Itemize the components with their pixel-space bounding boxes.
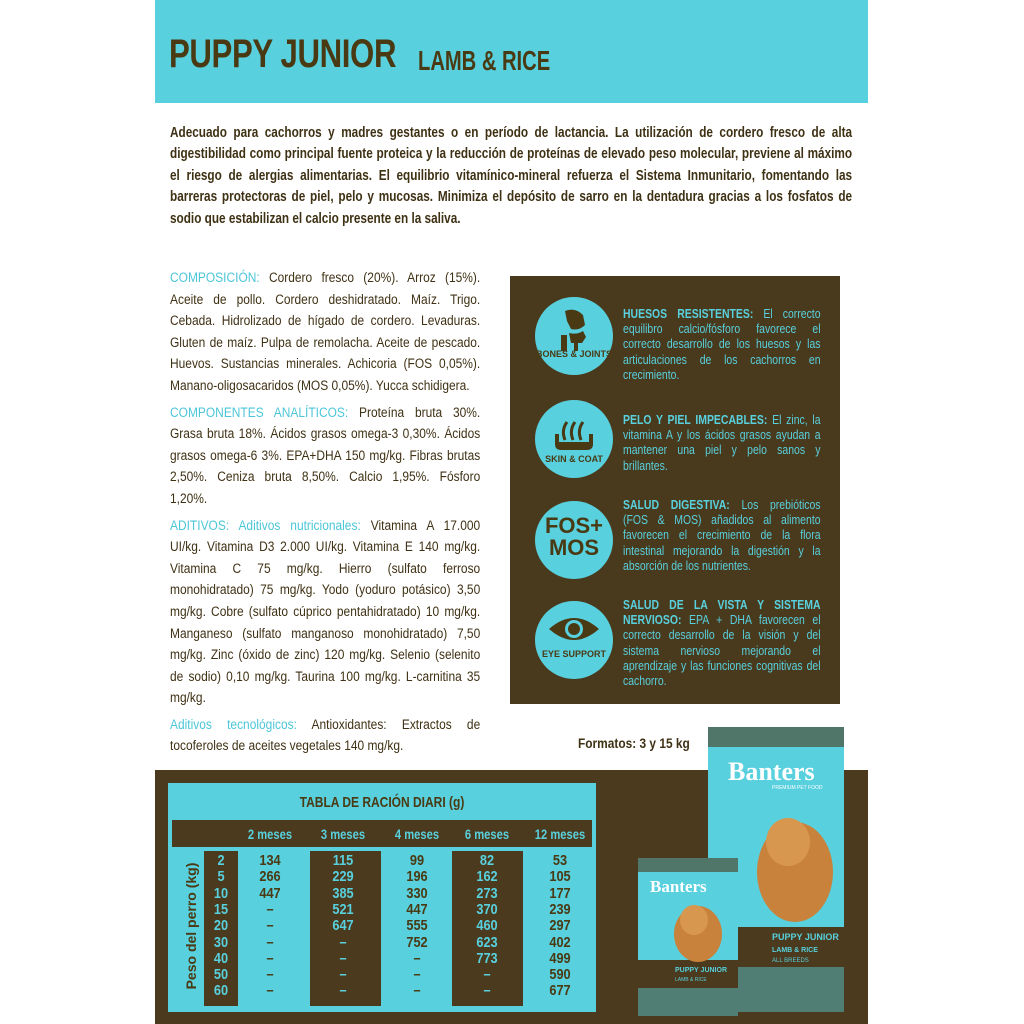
- ration-cell: 499: [549, 949, 571, 967]
- ration-cell: 460: [476, 917, 498, 935]
- ration-cell: 53: [552, 852, 568, 869]
- weight-cell: 40: [213, 949, 229, 967]
- row-axis-label: Peso del perro (kg): [183, 862, 199, 990]
- svg-text:LAMB & RICE: LAMB & RICE: [675, 977, 707, 983]
- feature-text: PELO Y PIEL IMPECABLES: El zinc, la vitamina A y los ácidos grasos ayudan a mantener una piel y pelo sanos y brillantes.: [623, 413, 821, 473]
- ration-cell: –: [266, 900, 274, 918]
- ration-cell: –: [413, 966, 421, 984]
- formats-label: Formatos: 3 y 15 kg: [578, 735, 690, 751]
- ration-cell: –: [266, 933, 274, 951]
- ration-cell: 677: [549, 982, 571, 1000]
- weight-cell: 30: [213, 933, 229, 951]
- ration-cell: 752: [406, 933, 428, 951]
- ration-cell: –: [266, 966, 274, 984]
- ration-cell: –: [483, 982, 491, 1000]
- column-header: 12 meses: [534, 826, 586, 842]
- ration-cell: 229: [332, 868, 354, 886]
- hair-follicle-icon: SKIN & COAT: [535, 400, 613, 478]
- additives-label: ADITIVOS: Aditivos nutricionales:: [170, 517, 361, 534]
- ration-cell: 402: [549, 933, 571, 951]
- svg-text:LAMB & RICE: LAMB & RICE: [772, 947, 818, 954]
- ration-cell: 177: [549, 884, 571, 902]
- tech-additives-text: Antioxidantes: Extractos de tocoferoles de aceites vegetales 140 mg/kg.: [170, 716, 481, 755]
- additives-paragraph: [170, 516, 480, 710]
- weight-cell: 10: [213, 884, 229, 902]
- features-box: [510, 276, 840, 704]
- additives-text: Vitamina A 17.000 UI/kg. Vitamina D3 2.000 UI/kg. Vitamina E 140 mg/kg. Vitamina C 75 mg/kg. Hierro (sulfato ferroso monohidratado) 75 mg/kg. Yodo (yoduro potásico) 3,50 mg/kg. Cobre (sulfato cúprico pentahidratado) 10 mg/kg. Manganeso (sulfato manganoso monohidratado) 7,50 mg/kg. Zinc (óxido de zinc) 120 mg/kg. Selenio (selenito de sodio) 0,10 mg/kg. Taurina 100 mg/kg. L-carnitina 35 mg/kg.: [170, 517, 481, 707]
- ration-cell: 647: [332, 917, 354, 935]
- intro-paragraph: Adecuado para cachorros y madres gestantes o en período de lactancia. La utilización de cordero fresco de alta digestibilidad como principal fuente proteica y la reducción de proteínas de elevado peso molecular, previene al máximo el riesgo de alergias alimentarias. El equilibrio vitamínico-mineral refuerza el Sistema Inmunitario, fomentando las barreras protectoras de piel, pelo y mucosas. Minimiza el depósito de sarro en la dentadura gracias a los fosfatos de sodio que estabilizan el calcio presente en la saliva.: [170, 125, 853, 227]
- ration-cell: –: [339, 982, 347, 1000]
- feature-text: SALUD DE LA VISTA Y SISTEMA NERVIOSO: EPA + DHA favorecen el correcto desarrollo de la visión y del sistema nervioso mejorando el aprendizaje y las funciones cognitivas del cachorro.: [623, 598, 821, 689]
- svg-text:PUPPY JUNIOR: PUPPY JUNIOR: [772, 932, 839, 942]
- ration-cell: 273: [476, 884, 498, 902]
- brand-logo: Banters: [728, 757, 815, 786]
- table-header-row: [172, 820, 592, 847]
- tech-additives-paragraph: [170, 715, 480, 758]
- composition-section: [170, 268, 480, 763]
- column-header: 2 meses: [247, 826, 293, 842]
- ration-table: [168, 783, 596, 1012]
- ration-cell: 105: [549, 868, 571, 886]
- svg-text:PREMIUM PET FOOD: PREMIUM PET FOOD: [772, 785, 823, 791]
- feature-text: HUESOS RESISTENTES: El correcto equilibro calcio/fósforo favorece el correcto desarrollo de los huesos y las articulaciones de los cachorros en crecimiento.: [623, 307, 821, 382]
- small-bag: [638, 858, 738, 1016]
- ration-cell: 773: [476, 949, 498, 967]
- fos-mos-icon: FOS+ MOS: [535, 501, 613, 579]
- page-title: PUPPY JUNIOR: [169, 32, 397, 76]
- ration-cell: 196: [406, 868, 428, 886]
- ration-cell: 590: [549, 966, 571, 984]
- table-title: TABLA DE RACIÓN DIARI (g): [299, 794, 465, 811]
- eye-icon: EYE SUPPORT: [535, 601, 613, 679]
- ration-cell: 370: [476, 900, 498, 918]
- svg-text:ALL BREEDS: ALL BREEDS: [772, 958, 809, 964]
- ration-cell: –: [339, 949, 347, 967]
- ration-cell: 99: [409, 852, 425, 869]
- ration-cell: –: [483, 966, 491, 984]
- weight-cell: 15: [213, 900, 229, 918]
- page-subtitle: LAMB & RICE: [418, 45, 551, 76]
- column-header: 4 meses: [394, 826, 440, 842]
- analytics-text: Proteína bruta 30%. Grasa bruta 18%. Ácidos grasos omega-3 0,30%. Ácidos grasos omega-6 3%. EPA+DHA 150 mg/kg. Fibras brutas 2,50%. Ceniza bruta 8,50%. Calcio 1,95%. Fósforo 1,20%.: [170, 404, 481, 507]
- ration-cell: 266: [259, 868, 281, 886]
- feature-text: SALUD DIGESTIVA: Los prebióticos (FOS & MOS) añadidos al alimento favorecen el crecimiento de la flora intestinal mejorando la digestión y la absorción de los nutrientes.: [623, 498, 821, 573]
- ration-cell: –: [266, 917, 274, 935]
- ration-cell: 447: [259, 884, 281, 902]
- ration-cell: –: [266, 949, 274, 967]
- ration-cell: 623: [476, 933, 498, 951]
- ration-cell: –: [266, 982, 274, 1000]
- ration-cell: 82: [479, 852, 495, 869]
- ration-cell: 134: [259, 852, 281, 869]
- ration-cell: 447: [406, 900, 428, 918]
- weight-cell: 50: [213, 966, 229, 984]
- ration-cell: –: [339, 933, 347, 951]
- ration-cell: 385: [332, 884, 354, 902]
- composition-label: COMPOSICIÓN:: [170, 270, 260, 286]
- ration-cell: 239: [549, 900, 571, 918]
- header-band: [155, 0, 868, 103]
- ration-cell: –: [339, 966, 347, 984]
- weight-cell: 60: [213, 982, 229, 1000]
- column-header: 6 meses: [464, 826, 510, 842]
- weight-cell: 2: [217, 852, 225, 869]
- composition-text: Cordero fresco (20%). Arroz (15%). Aceite de pollo. Cordero deshidratado. Maíz. Trigo. Cebada. Hidrolizado de hígado de cordero. Levaduras. Gluten de maíz. Pulpa de remolacha. Aceite de pescado. Huevos. Sustancias minerales. Achicoria (FOS 0,05%). Manano-oligosacaridos (MOS 0,05%). Yucca schidigera.: [170, 270, 481, 394]
- ration-cell: 555: [406, 917, 428, 935]
- bone-joint-icon: BONES & JOINTS: [535, 297, 613, 375]
- svg-text:PUPPY JUNIOR: PUPPY JUNIOR: [675, 967, 727, 974]
- analytics-paragraph: [170, 403, 480, 511]
- weight-cell: 5: [217, 868, 225, 886]
- ration-cell: –: [413, 949, 421, 967]
- ration-cell: –: [413, 982, 421, 1000]
- svg-text:Banters: Banters: [650, 877, 707, 896]
- ration-cell: 297: [549, 917, 571, 935]
- column-header: 3 meses: [320, 826, 366, 842]
- analytics-label: COMPONENTES ANALÍTICOS:: [170, 404, 349, 421]
- ration-cell: 330: [406, 884, 428, 902]
- ration-cell: 162: [476, 868, 498, 886]
- ration-cell: 521: [332, 900, 354, 918]
- tech-additives-label: Aditivos tecnológicos:: [170, 716, 297, 733]
- ration-cell: 115: [332, 852, 354, 869]
- weight-cell: 20: [213, 917, 229, 935]
- composition-paragraph: [170, 268, 480, 398]
- product-bags-image: [630, 722, 870, 1022]
